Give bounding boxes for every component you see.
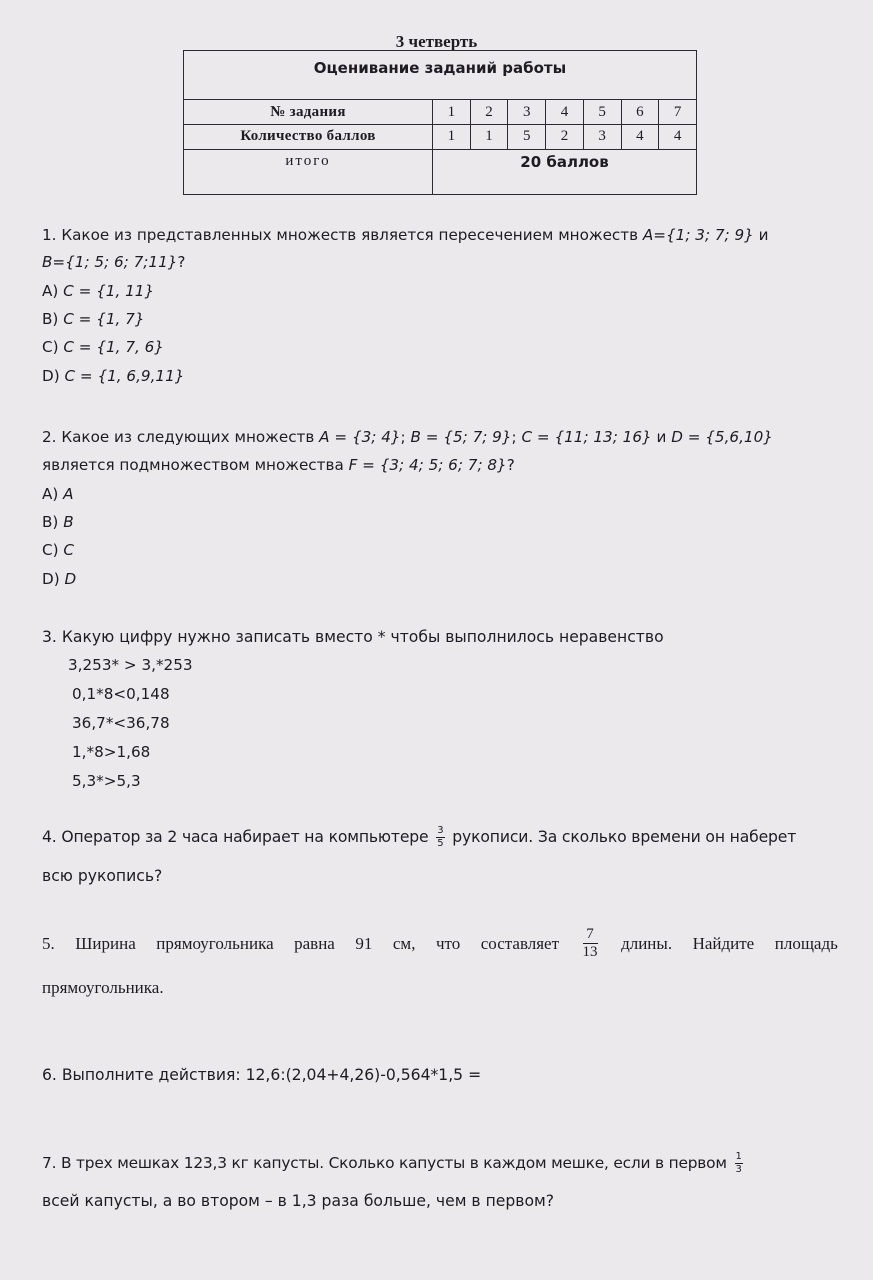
q1-text: 1. Какое из представленных множеств является пересечением множеств A={1; 3; 7; 9} и — [42, 226, 769, 244]
points-row — [184, 125, 697, 150]
grading-table — [183, 50, 697, 195]
q2-option: C) C — [42, 541, 74, 559]
q3-item: 36,7*<36,78 — [72, 714, 170, 732]
task-number-cell: 6 — [621, 100, 659, 125]
task-number-cell: 3 — [508, 100, 546, 125]
q1-set-b: B={1; 5; 6; 7;11} — [42, 253, 178, 271]
q4-text-line2: всю рукопись? — [42, 867, 163, 885]
q2-set-f: F = {3; 4; 5; 6; 7; 8} — [348, 456, 507, 474]
task-number-cell: 1 — [433, 100, 471, 125]
grading-table-title: Оценивание заданий работы — [184, 51, 697, 100]
q2-set-c: C = {11; 13; 16} — [521, 428, 652, 446]
task-number-label: № задания — [184, 100, 433, 125]
q2-option: B) B — [42, 513, 74, 531]
q2-set-b: B = {5; 7; 9} — [410, 428, 512, 446]
q4-fraction: $\frac{3}{5}$ — [437, 825, 444, 849]
q7-text: 7. В трех мешках 123,3 кг капусты. Сколько капусты в каждом мешке, если в первом $\frac{1}{3}$ — [42, 1151, 742, 1175]
points-label: Количество баллов — [184, 125, 433, 150]
q7-fraction: $\frac{1}{3}$ — [735, 1151, 742, 1175]
points-cell: 4 — [659, 125, 697, 150]
q3-item: 5,3*>5,3 — [72, 772, 141, 790]
total-row — [184, 149, 697, 194]
q2-option: A) A — [42, 485, 74, 503]
points-cell: 2 — [546, 125, 584, 150]
points-cell: 5 — [508, 125, 546, 150]
q2-text-line2: является подмножеством множества F = {3; 4; 5; 6; 7; 8}? — [42, 456, 515, 474]
q1-set-a: A={1; 3; 7; 9} — [642, 226, 754, 244]
task-number-cell: 2 — [470, 100, 508, 125]
q2-text: 2. Какое из следующих множеств A = {3; 4}; B = {5; 7; 9}; C = {11; 13; 16} и D = {5,6,10} — [42, 428, 773, 446]
q2-set-a: A = {3; 4} — [319, 428, 401, 446]
task-number-cell: 4 — [546, 100, 584, 125]
task-number-cell: 7 — [659, 100, 697, 125]
q7-text-line2: всей капусты, а во втором – в 1,3 раза больше, чем в первом? — [42, 1192, 555, 1210]
points-cell: 1 — [470, 125, 508, 150]
q3-item: 3,253* > 3,*253 — [68, 656, 193, 674]
task-number-cell: 5 — [583, 100, 621, 125]
total-value: 20 баллов — [433, 149, 697, 194]
q6-text: 6. Выполните действия: 12,6:(2,04+4,26)-0,564*1,5 = — [42, 1066, 482, 1084]
total-label: итого — [184, 149, 433, 194]
q1-text-line2: B={1; 5; 6; 7;11}? — [42, 253, 186, 271]
q3-item: 1,*8>1,68 — [72, 743, 151, 761]
points-cell: 3 — [583, 125, 621, 150]
q1-option: B) C = {1, 7} — [42, 310, 145, 328]
q1-option: A) C = {1, 11} — [42, 282, 155, 300]
q3-text: 3. Какую цифру нужно записать вместо * чтобы выполнилось неравенство — [42, 628, 664, 646]
q3-item: 0,1*8<0,148 — [72, 685, 170, 703]
q2-option: D) D — [42, 570, 77, 588]
points-cell: 1 — [433, 125, 471, 150]
quarter-heading: 3 четверть — [395, 32, 478, 51]
q4-text: 4. Оператор за 2 часа набирает на компьютере $\frac{3}{5}$ рукописи. За сколько времени он наберет — [42, 825, 797, 849]
q5-text-line2: прямоугольника. — [42, 978, 164, 997]
q1-option: D) C = {1, 6,9,11} — [42, 367, 185, 385]
q5-fraction: $\frac{7}{13}$ — [582, 926, 598, 960]
q5-text: 5. Ширина прямоугольника равна 91 см, что составляет $\frac{7}{13}$ длины. Найдите площадь — [42, 926, 838, 960]
points-cell: 4 — [621, 125, 659, 150]
task-number-row — [184, 100, 697, 125]
q1-option: C) C = {1, 7, 6} — [42, 338, 164, 356]
q2-set-d: D = {5,6,10} — [671, 428, 773, 446]
